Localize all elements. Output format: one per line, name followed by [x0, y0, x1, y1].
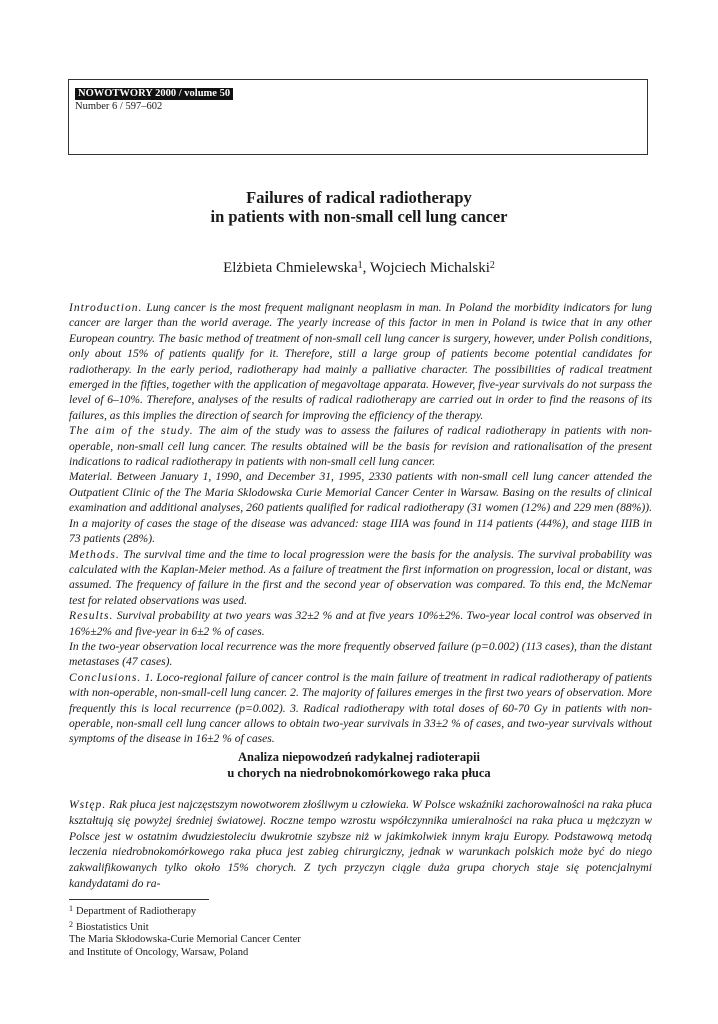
footnote-2-text: Biostatistics Unit	[76, 921, 149, 933]
author-list	[0, 257, 718, 277]
results-text: Survival probability at two years was 32±2 % and at five years 10%±2%. Two-year local control was observed in 16%±2% and five-year in 6±2 % of cases.	[69, 609, 652, 638]
title-line-2: in patients with non-small cell lung cancer	[210, 207, 508, 226]
material-label: Material.	[69, 470, 113, 484]
polish-intro-text: Rak płuca jest najczęstszym nowotworem złośliwym u człowieka. W Polsce wskaźniki zachorowalności na raka płuca kształtują się powyżej średniej światowej. Roczne tempo wzrostu współczynnika umieralności na raka płuca u mężczyzn w Polsce jest w ostatnim dwudziestoleciu dwukrotnie szybsze niż w jakimkolwiek innym kraju Europy. Podstawową metodą leczenia niedrobnokomórkowego raka płuca jest zabieg chirurgiczny, jednak w warunkach polskich może być do niego zakwalifikowanych tylko około 15% chorych. Z tych przyczyn ciągle duża grupa chorych staje się potencjalnymi kandydatami do ra-	[69, 798, 652, 890]
footnote-2	[69, 919, 301, 935]
abstract-conclusions	[69, 670, 652, 747]
abstract-introduction	[69, 300, 652, 423]
english-abstract	[69, 300, 652, 747]
author-1-affiliation-mark: 1	[357, 260, 363, 271]
aim-label: The aim of the study.	[69, 424, 194, 438]
footnotes	[69, 903, 301, 959]
footnote-1	[69, 903, 301, 919]
abstract-results	[69, 608, 652, 639]
issue-info: Number 6 / 597–602	[75, 101, 163, 112]
conclusions-label: Conclusions.	[69, 670, 142, 684]
article-title	[0, 188, 718, 226]
polish-intro-label: Wstęp.	[69, 798, 107, 811]
polish-title	[0, 750, 718, 781]
affiliation-institute: and Institute of Oncology, Warsaw, Poland	[69, 946, 249, 958]
footnote-divider	[69, 899, 209, 900]
material-text: Between January 1, 1990, and December 31, 1995, 2330 patients with non-small cell lung cancer attended the Outpatient Clinic of the The Maria Sklodowska Curie Memorial Cancer Center in Warsaw. Basing on the results of clinical examination and additional analyses, 260 patients qualified for radical radiotherapy (31 women (12%) and 229 men (88%)). In a majority of cases the stage of the disease was advanced: stage IIIA was found in 114 patients (44%), and stage IIIB in 73 patients (28%).	[69, 470, 652, 546]
journal-name-badge: NOWOTWORY 2000 / volume 50	[75, 88, 233, 100]
methods-text: The survival time and the time to local progression were the basis for the analysis. The survival probability was calculated with the Kaplan-Meier method. As a failure of treatment the first information on progression, local or distant, was assumed. The frequency of failure in the first and the second year of observation was compared. To this end, the McNemar test for related observations was used.	[69, 547, 652, 607]
footnote-2-mark: 2	[69, 919, 73, 929]
author-2-affiliation-mark: 2	[489, 260, 495, 271]
author-separator: ,	[362, 260, 370, 276]
conclusions-text: 1. Loco-regional failure of cancer control is the main failure of treatment in radical radiotherapy of patients with non-operable, non-small-cell lung cancer. 2. The majority of failures emerges in the first two years of observation. More frequently this is local recurrence (p=0.002). 3. Radical radiotherapy with total doses of 60-70 Gy in patients with non-operable, non-small cell lung cancer allows to obtain two-year survivals in 33±2 % of cases, and two-year survivals without symptoms of the disease in 16±2 % of cases.	[69, 670, 652, 746]
author-1: Elżbieta Chmielewska	[223, 260, 358, 276]
polish-title-line-1: Analiza niepowodzeń radykalnej radioterapii	[237, 750, 481, 764]
abstract-methods	[69, 547, 652, 609]
title-line-1: Failures of radical radiotherapy	[246, 188, 472, 207]
footnote-1-mark: 1	[69, 904, 73, 913]
introduction-text: Lung cancer is the most frequent malignant neoplasm in man. In Poland the morbidity indicators for lung cancer are larger than the world average. The yearly increase of this factor in men in Poland is twice that in any other European country. The basic method of treatment of non-small cell lung cancer is surgery, however, under Polish conditions, only about 15% of patients qualify for it. Therefore, still a large group of patients become potential candidates for radiotherapy. In the early period, radiotherapy had mainly a palliative character. The possibilities of radical treatment emerged in the fifties, together with the application of megavoltage apparata. However, five-year survivals do not surpass the level of 6–10%. Therefore, analyses of the results of radical radiotherapy are carried out in order to find the reasons of its failures, as this implies the direction of search for improving the efficiency of the therapy.	[69, 301, 652, 422]
abstract-aim	[69, 423, 652, 469]
polish-title-line-2: u chorych na niedrobnokomórkowego raka płuca	[227, 765, 491, 780]
journal-header-box	[68, 79, 648, 155]
methods-label: Methods.	[69, 547, 120, 561]
aim-text: The aim of the study was to assess the failures of radical radiotherapy in patients with non-operable, non-small cell lung cancer. The results obtained will be the basis for revision and rationalisation of the present indications to radical radiotherapy in patients with non-small cell lung cancer.	[69, 424, 653, 469]
introduction-label: Introduction.	[69, 301, 143, 314]
author-2: Wojciech Michalski	[369, 260, 490, 276]
polish-introduction	[69, 797, 652, 892]
footnote-1-text: Department of Radiotherapy	[76, 906, 197, 917]
affiliation-center: The Maria Skłodowska-Curie Memorial Cancer Center	[69, 934, 301, 945]
abstract-material	[69, 469, 652, 546]
polish-abstract	[69, 797, 652, 892]
abstract-results-continued: In the two-year observation local recurrence was the more frequently observed failure (p=0.002) (113 cases), than the distant metastases (47 cases).	[69, 639, 652, 669]
results-label: Results.	[69, 609, 114, 623]
